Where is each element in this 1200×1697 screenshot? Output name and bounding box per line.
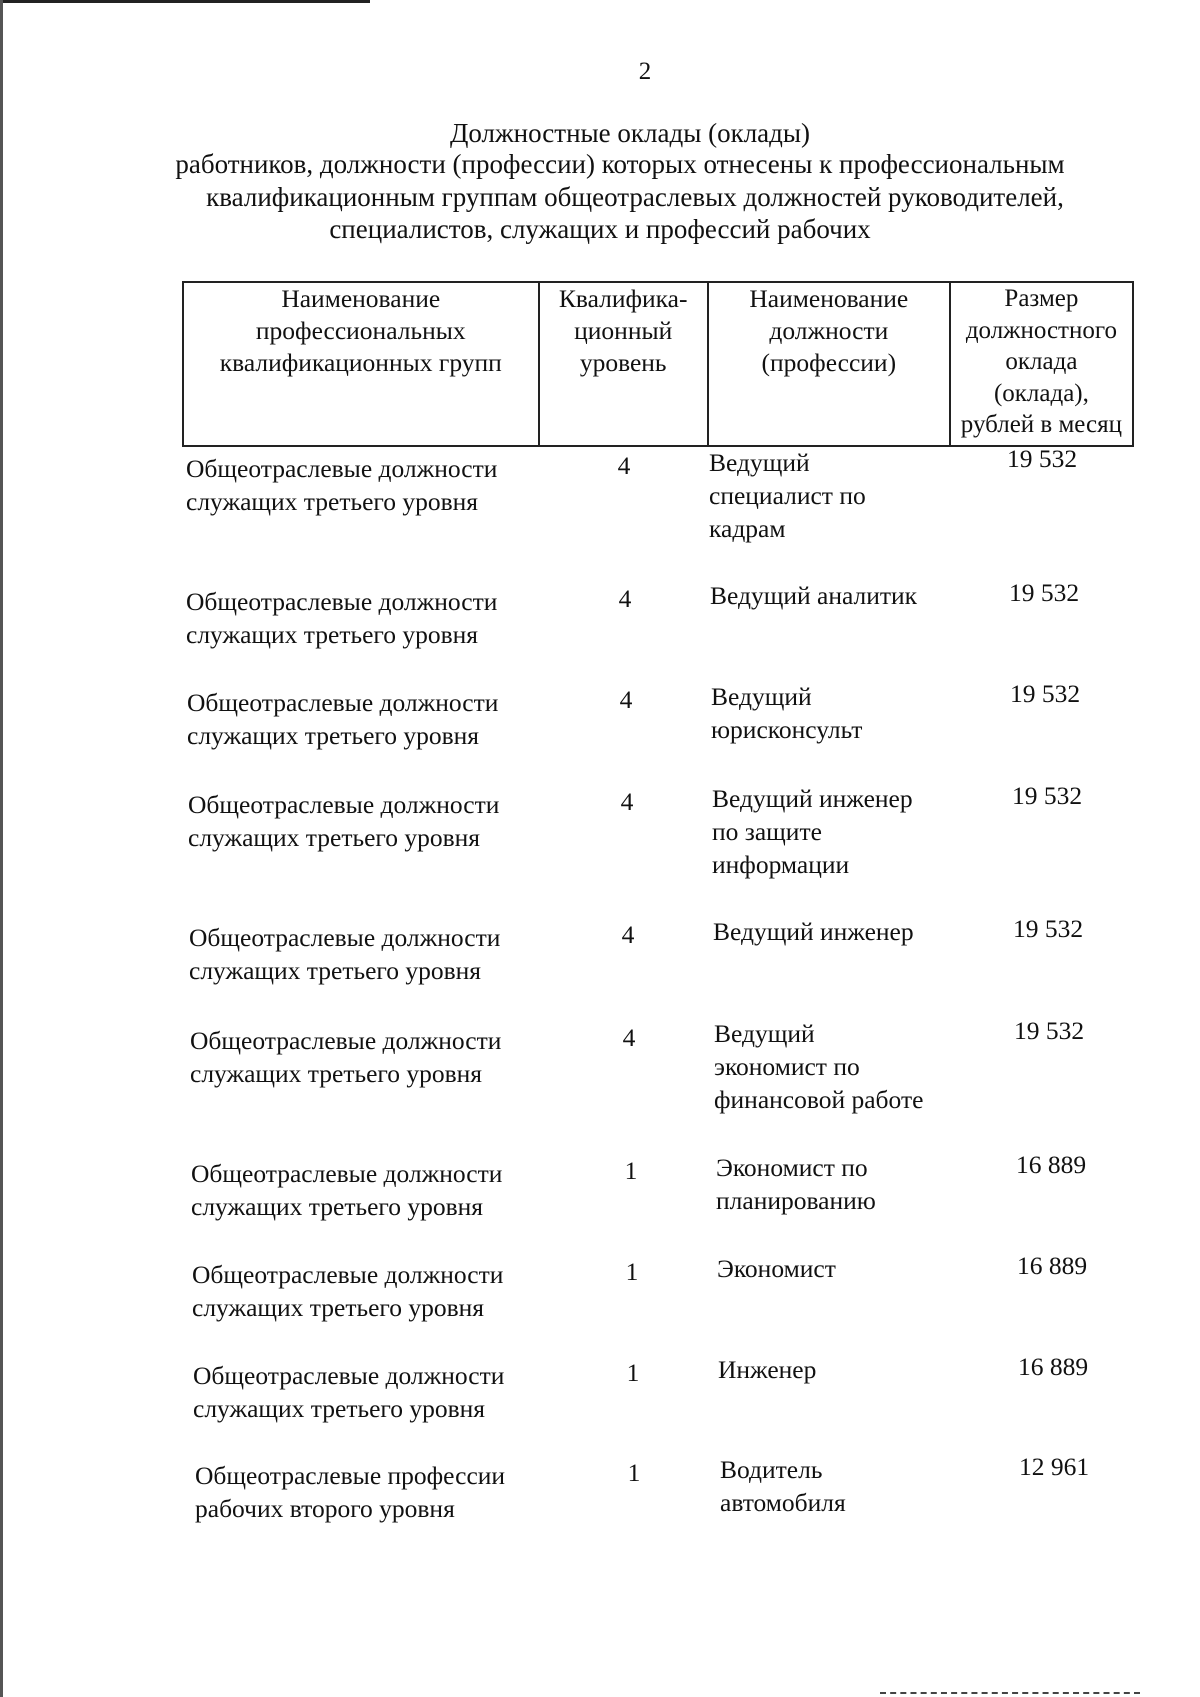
row-salary: 16 889 <box>1016 1251 1088 1280</box>
row-group: Общеотраслевые должности служащих третьего уровня <box>186 587 498 649</box>
title-line-2: работников, должности (профессии) которых отнесены к профессиональным <box>175 149 1065 179</box>
row-salary: 16 889 <box>1017 1352 1089 1381</box>
row-position: Водитель автомобиля <box>720 1455 846 1517</box>
row-group: Общеотраслевые должности служащих третьего уровня <box>187 688 499 750</box>
row-level: 1 <box>626 1358 640 1387</box>
row-group: Общеотраслевые должности служащих третьего уровня <box>186 454 498 516</box>
row-level: 1 <box>624 1156 638 1185</box>
row-group: Общеотраслевые должности служащих третьего уровня <box>190 1026 502 1088</box>
row-level: 4 <box>617 451 631 480</box>
row-level: 4 <box>618 584 632 613</box>
row-level: 4 <box>619 685 633 714</box>
title-line-3: квалификационным группам общеотраслевых должностей руководителей, <box>206 182 1064 212</box>
scan-edge-top <box>0 0 370 3</box>
row-level: 1 <box>625 1257 639 1286</box>
page-number: 2 <box>638 58 652 85</box>
row-level: 1 <box>627 1458 641 1487</box>
row-position: Ведущий специалист по кадрам <box>709 448 866 543</box>
scan-edge-left <box>0 0 3 1697</box>
row-level: 4 <box>620 787 634 816</box>
row-salary: 16 889 <box>1015 1150 1087 1179</box>
row-position: Ведущий инженер по защите информации <box>712 784 913 879</box>
row-group: Общеотраслевые должности служащих третьего уровня <box>189 923 501 985</box>
row-position: Ведущий юрисконсульт <box>711 682 863 744</box>
row-group: Общеотраслевые профессии рабочих второго уровня <box>195 1461 506 1523</box>
row-level: 4 <box>622 1023 636 1052</box>
row-group: Общеотраслевые должности служащих третьего уровня <box>188 790 500 852</box>
row-position: Ведущий инженер <box>713 917 914 946</box>
title-line-1: Должностные оклады (оклады) <box>449 118 811 148</box>
scan-edge-bottom <box>880 1692 1140 1696</box>
row-position: Ведущий аналитик <box>710 581 918 610</box>
row-salary: 12 961 <box>1018 1452 1090 1481</box>
row-group: Общеотраслевые должности служащих третьего уровня <box>193 1361 505 1423</box>
row-salary: 19 532 <box>1009 679 1081 708</box>
row-position: Экономист по планированию <box>716 1153 876 1215</box>
row-group: Общеотраслевые должности служащих третьего уровня <box>192 1260 504 1322</box>
row-level: 4 <box>621 920 635 949</box>
header-level: Квалифика- ционный уровень <box>540 283 709 445</box>
header-group: Наименование профессиональных квалификационных групп <box>184 283 540 445</box>
row-salary: 19 532 <box>1013 1016 1085 1045</box>
row-position: Инженер <box>718 1355 817 1384</box>
title-line-4: специалистов, служащих и профессий рабочих <box>329 214 871 244</box>
header-position: Наименование должности (профессии) <box>709 283 951 445</box>
table-header <box>182 281 1134 447</box>
row-salary: 19 532 <box>1008 578 1080 607</box>
row-salary: 19 532 <box>1006 444 1078 473</box>
row-position: Ведущий экономист по финансовой работе <box>714 1019 924 1114</box>
row-position: Экономист <box>717 1254 836 1283</box>
row-salary: 19 532 <box>1011 781 1083 810</box>
row-group: Общеотраслевые должности служащих третьего уровня <box>191 1159 503 1221</box>
row-salary: 19 532 <box>1012 914 1084 943</box>
header-salary: Размер должностного оклада (оклада), рублей в месяц <box>960 285 1123 438</box>
